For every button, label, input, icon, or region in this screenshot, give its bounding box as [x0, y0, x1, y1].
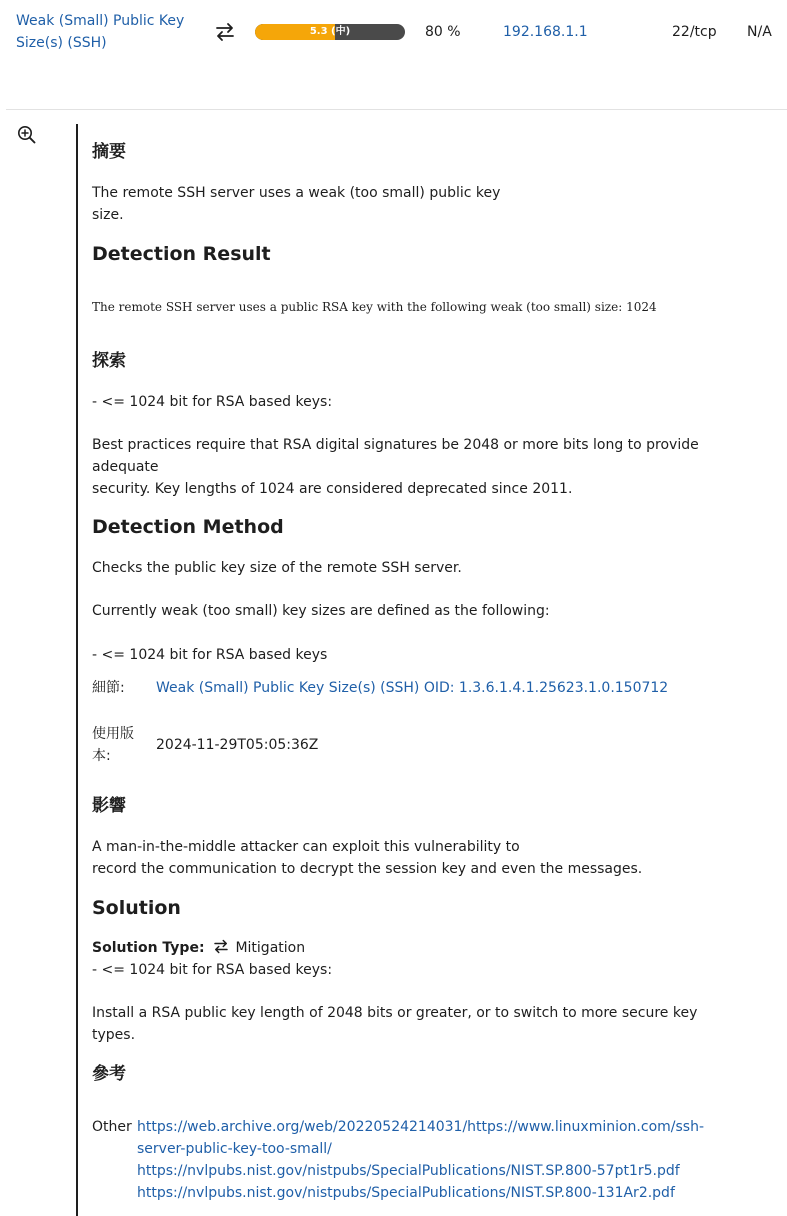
solution-type-label: Solution Type: — [92, 940, 205, 956]
detection-method-heading: Detection Method — [92, 516, 284, 538]
details-oid-link[interactable]: Weak (Small) Public Key Size(s) (SSH) OID: 1.3.6.1.4.1.25623.1.0.150712 — [156, 680, 669, 696]
detection-method-line: Checks the public key size of the remote SSH server. — [92, 560, 462, 576]
impact-line: record the communication to decrypt the session key and even the messages. — [92, 861, 643, 877]
detection-method-line: - <= 1024 bit for RSA based keys — [92, 647, 328, 663]
solution-text — [92, 1002, 732, 1046]
details-border — [76, 124, 78, 1216]
insight-line: - <= 1024 bit for RSA based keys: — [92, 394, 333, 410]
insight-line: Best practices require that RSA digital signatures be 2048 or more bits long to provide — [92, 437, 699, 453]
detection-result-text: The remote SSH server uses a public RSA key with the following weak (too small) size: 1024 — [92, 300, 657, 314]
swap-arrows-icon — [211, 939, 231, 954]
impact-heading: 影響 — [92, 796, 126, 816]
cve-value: N/A — [747, 24, 772, 40]
solution-line: types. — [92, 1027, 136, 1043]
severity-bar — [255, 24, 405, 40]
host-link[interactable]: 192.168.1.1 — [503, 24, 588, 40]
version-label-line: 使用版 — [92, 726, 134, 742]
version-label — [92, 723, 156, 767]
solution-line: - <= 1024 bit for RSA based keys: — [92, 962, 333, 978]
vulnerability-name-link[interactable]: Weak (Small) Public Key Size(s) (SSH) — [16, 13, 185, 51]
version-field — [92, 723, 732, 767]
insight-heading: 探索 — [92, 351, 126, 371]
zoom-in-icon[interactable] — [17, 125, 36, 144]
summary-line: size. — [92, 207, 124, 223]
version-value: 2024-11-29T05:05:36Z — [156, 737, 319, 753]
summary-line: The remote SSH server uses a weak (too small) public key — [92, 185, 501, 201]
insight-text — [92, 434, 732, 500]
version-label-line: 本: — [92, 748, 111, 764]
detection-result-heading: Detection Result — [92, 243, 271, 265]
solution-type-value: Mitigation — [235, 940, 306, 956]
port-value: 22/tcp — [672, 24, 717, 40]
insight-line: adequate — [92, 459, 159, 475]
solution-heading: Solution — [92, 897, 181, 919]
reference-link[interactable]: https://nvlpubs.nist.gov/nistpubs/SpecialPublications/NIST.SP.800-57pt1r5.pdf — [137, 1163, 680, 1179]
references-label: Other — [92, 1119, 132, 1135]
solution-type — [92, 937, 305, 959]
impact-line: A man-in-the-middle attacker can exploit this vulnerability to — [92, 839, 520, 855]
impact-text — [92, 836, 642, 880]
summary-text — [92, 182, 500, 226]
qod-value: 80 % — [425, 24, 461, 40]
references-list — [92, 1116, 752, 1204]
row-divider — [6, 109, 787, 110]
reference-link-line[interactable]: https://web.archive.org/web/20220524214031/https://www.linuxminion.com/ssh- — [137, 1119, 704, 1135]
detection-method-line: Currently weak (too small) key sizes are defined as the following: — [92, 603, 550, 619]
details-label: 細節: — [92, 680, 125, 696]
references-links — [137, 1116, 752, 1204]
swap-arrows-icon — [214, 22, 236, 42]
summary-heading: 摘要 — [92, 142, 126, 162]
details-field — [92, 677, 732, 699]
reference-link[interactable] — [137, 1116, 752, 1160]
references-heading: 參考 — [92, 1064, 126, 1084]
reference-link-line[interactable]: server-public-key-too-small/ — [137, 1141, 332, 1157]
reference-link[interactable]: https://nvlpubs.nist.gov/nistpubs/SpecialPublications/NIST.SP.800-131Ar2.pdf — [137, 1185, 675, 1201]
solution-line: Install a RSA public key length of 2048 bits or greater, or to switch to more secure key — [92, 1005, 698, 1021]
insight-line: security. Key lengths of 1024 are considered deprecated since 2011. — [92, 481, 573, 497]
severity-label: 5.3 (中) — [309, 26, 351, 37]
result-row[interactable] — [0, 0, 787, 110]
